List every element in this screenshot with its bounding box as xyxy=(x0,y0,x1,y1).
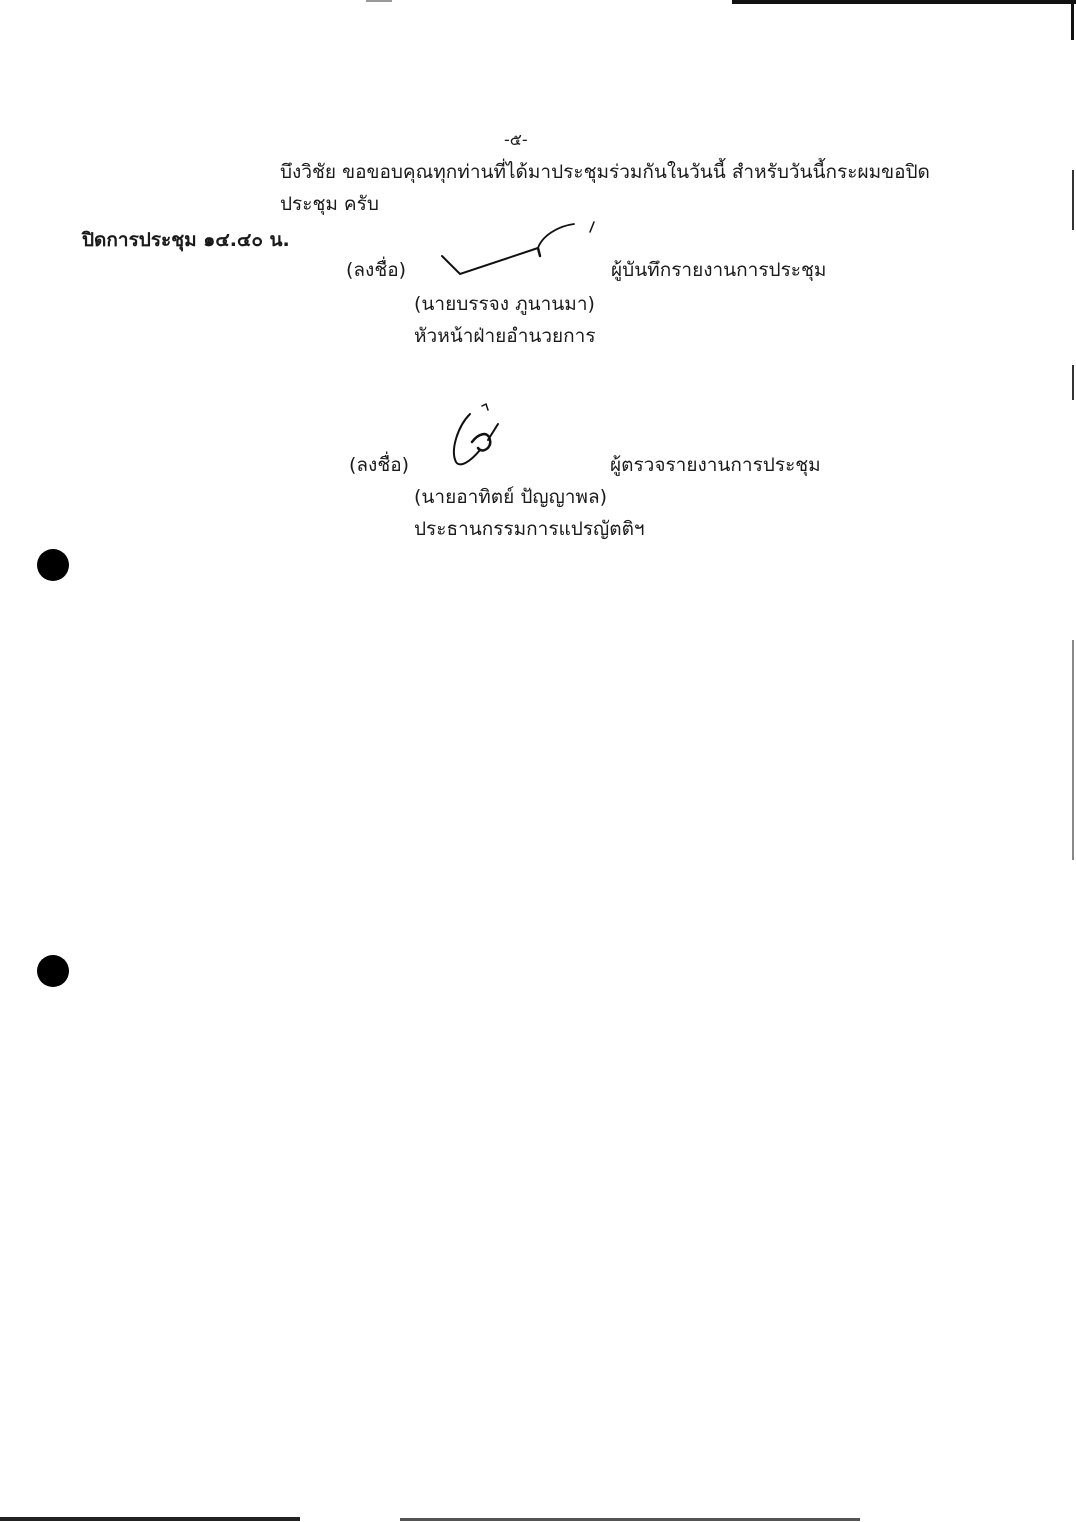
scan-edge-top-right xyxy=(732,0,1076,4)
scan-edge-right xyxy=(1071,0,1074,40)
meeting-closing-time: ปิดการประชุม ๑๔.๔๐ น. xyxy=(82,229,290,251)
signer-name: (นายอาทิตย์ ปัญญาพล) xyxy=(414,486,608,508)
paragraph-line-1: บึงวิชัย ขอขอบคุณทุกท่านที่ได้มาประชุมร่วมกันในวันนี้ สำหรับวันนี้กระผมขอปิด xyxy=(280,161,930,183)
paragraph-line-2: ประชุม ครับ xyxy=(280,193,379,215)
scan-edge-right xyxy=(1072,640,1074,860)
handwritten-signature-icon xyxy=(440,218,610,288)
scan-edge-bottom xyxy=(0,1517,300,1521)
scan-edge-top-mid xyxy=(366,0,392,2)
scan-edge-right xyxy=(1072,170,1074,230)
signer-role: ผู้ตรวจรายงานการประชุม xyxy=(610,454,821,476)
punch-hole xyxy=(37,955,69,987)
signer-name: (นายบรรจง ภูนานมา) xyxy=(414,293,595,315)
scan-edge-right xyxy=(1072,365,1074,400)
handwritten-signature-icon xyxy=(448,400,508,470)
sign-label: (ลงชื่อ) xyxy=(349,454,410,476)
punch-hole xyxy=(37,549,69,581)
signer-position: ประธานกรรมการแปรญัตติฯ xyxy=(414,518,645,540)
signer-role: ผู้บันทึกรายงานการประชุม xyxy=(611,259,827,281)
signer-position: หัวหน้าฝ่ายอำนวยการ xyxy=(414,325,596,347)
sign-label: (ลงชื่อ) xyxy=(346,259,407,281)
scan-edge-bottom xyxy=(400,1518,860,1521)
page-number: -๕- xyxy=(504,130,528,149)
